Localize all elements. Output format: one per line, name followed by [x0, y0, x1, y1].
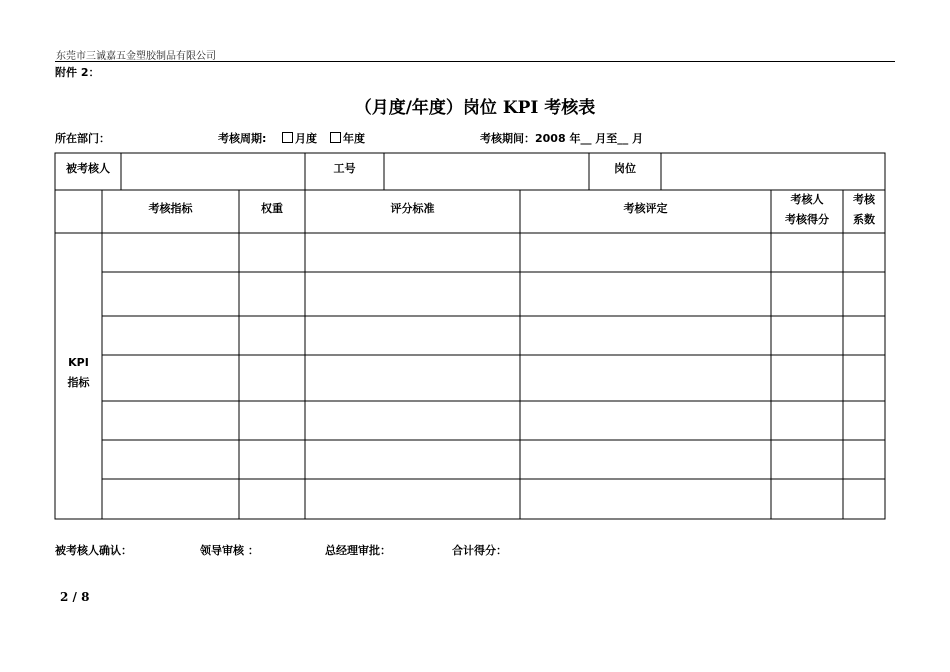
cycle-label: 考核周期:: [218, 132, 267, 145]
attachment-label: 附件 2：: [55, 66, 100, 79]
kpi-label-line1: KPI: [68, 356, 89, 369]
examinee-label: 被考核人: [66, 162, 110, 175]
page-title: （月度/年度）岗位 KPI 考核表: [354, 98, 596, 118]
gm-approval-label: 总经理审批：: [325, 544, 391, 557]
page-number: 2 / 8: [60, 590, 90, 604]
month-option-label: 月度: [295, 132, 317, 145]
col-weight: 权重: [261, 202, 283, 215]
position-label: 岗位: [614, 162, 636, 175]
col-evaluation: 考核评定: [623, 202, 668, 215]
examinee-confirm-label: 被考核人确认：: [55, 544, 132, 557]
leader-review-label: 领导审核 ：: [200, 544, 259, 557]
col-coef-line2: 系数: [853, 213, 875, 226]
col-score-line2: 考核得分: [785, 213, 829, 226]
department-label: 所在部门：: [55, 132, 110, 145]
col-coef-line1: 考核: [853, 193, 875, 206]
period-label: 考核期间：2008 年__ 月至__ 月: [480, 132, 644, 145]
col-indicator: 考核指标: [148, 202, 193, 215]
company-name: 东莞市三诚嘉五金塑胶制品有限公司: [56, 51, 216, 62]
col-criteria: 评分标准: [390, 202, 435, 215]
kpi-label-line2: 指标: [67, 376, 90, 389]
employee-no-label: 工号: [333, 162, 356, 175]
year-option-label: 年度: [343, 132, 365, 145]
col-score-line1: 考核人: [790, 193, 824, 206]
total-score-label: 合计得分：: [452, 544, 507, 557]
